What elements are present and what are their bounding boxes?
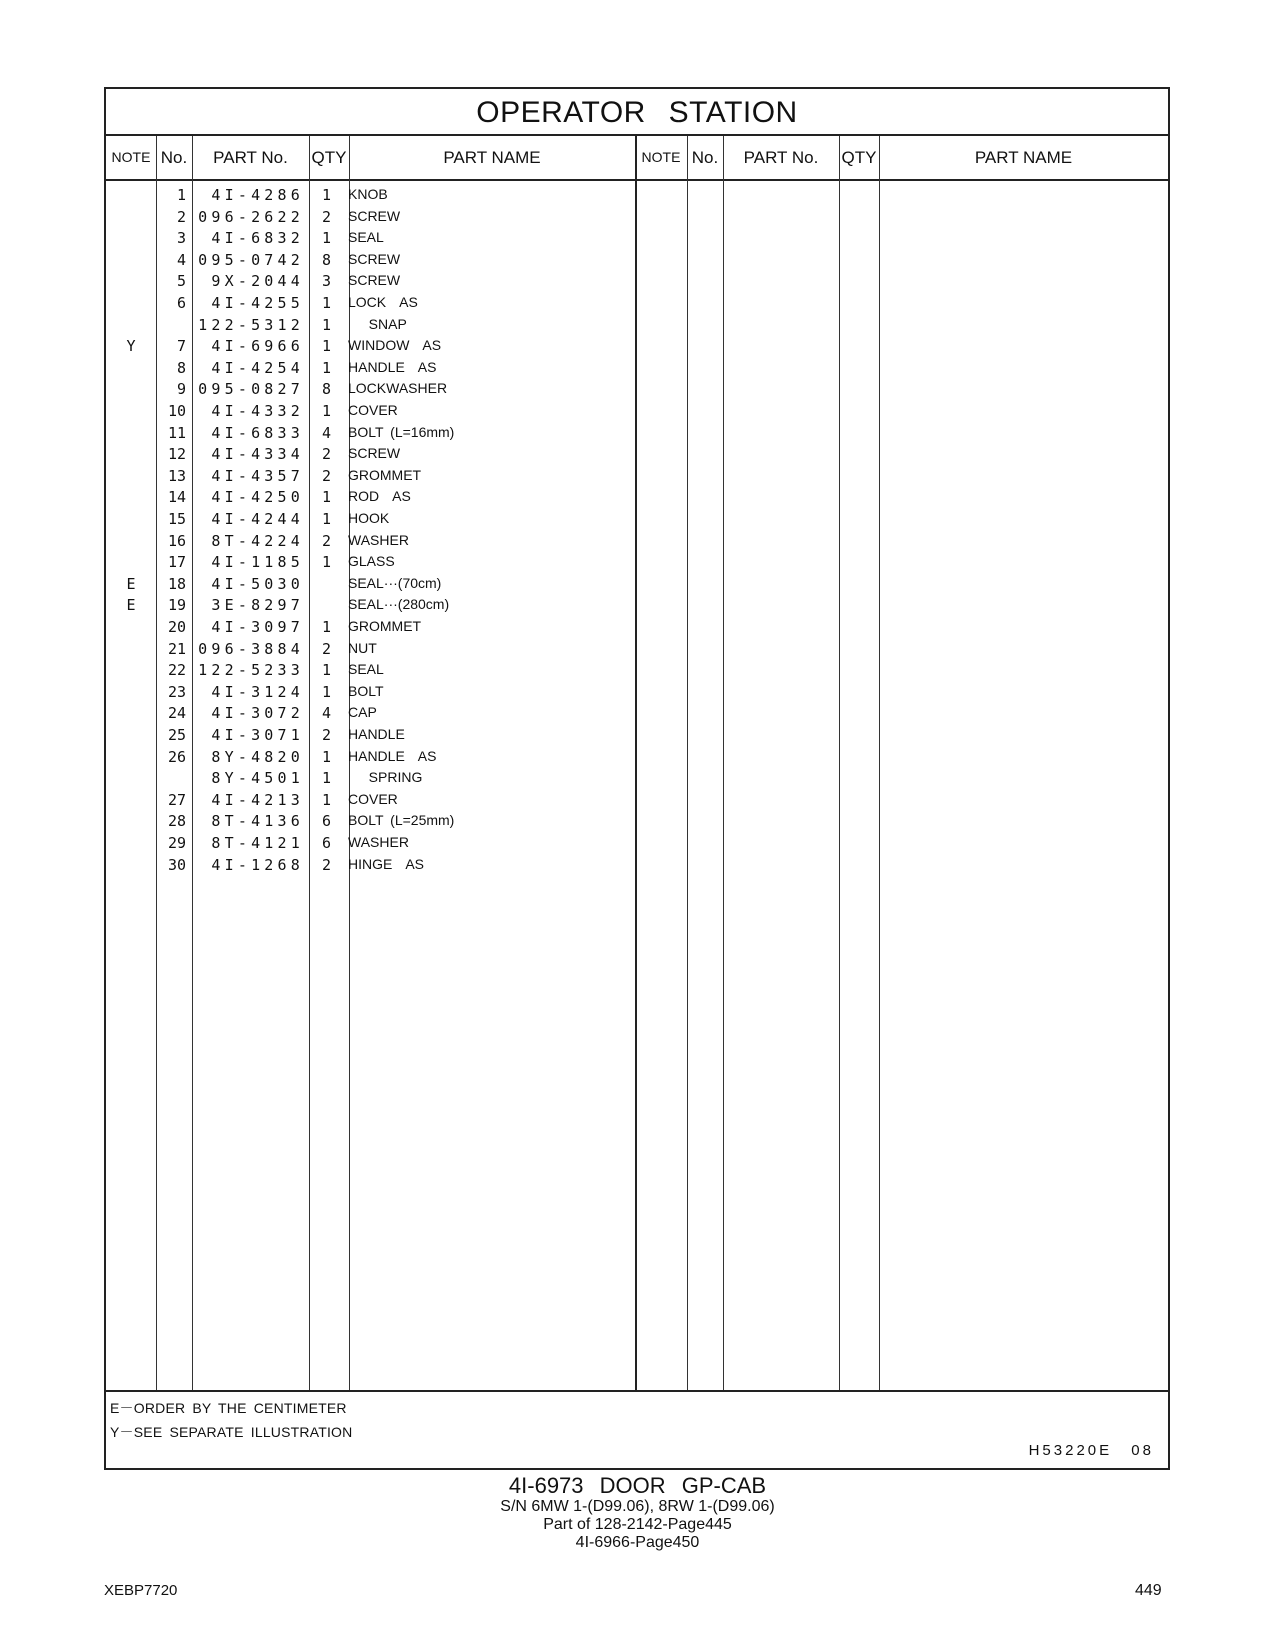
row-number: 14 (167, 488, 186, 507)
row-part-name: SCREW (348, 207, 401, 224)
row-number: 23 (167, 682, 186, 701)
row-qty: 1 (321, 769, 331, 788)
row-part-no: 8Y-4501 (211, 769, 304, 788)
row-qty: 6 (321, 834, 331, 852)
row-part-name: KNOB (348, 186, 388, 202)
col-divider-center (635, 136, 637, 1390)
header-part-no-left: PART No. (213, 148, 288, 167)
header-no-right: No. (691, 148, 719, 167)
row-note: Y (126, 337, 136, 356)
row-part-no: 4I-3124 (211, 682, 304, 701)
row-part-no: 3E-8297 (211, 596, 304, 615)
row-part-name: SPRING (348, 769, 423, 786)
col-divider (192, 136, 193, 1390)
row-qty: 1 (321, 229, 331, 248)
row-number: 13 (167, 466, 186, 485)
row-part-no: 4I-5030 (211, 574, 304, 593)
row-part-no: 4I-4286 (211, 186, 304, 204)
header-part-name-right: PART NAME (974, 148, 1073, 167)
row-part-name: COVER (348, 790, 398, 807)
row-part-name: WASHER (348, 834, 409, 850)
row-part-no: 4I-4334 (211, 445, 304, 464)
row-number: 15 (167, 510, 186, 528)
row-part-no: 4I-4213 (211, 790, 304, 809)
header-qty-right: QTY (841, 148, 877, 167)
row-part-no: 4I-4357 (211, 466, 304, 485)
row-part-name: HOOK (348, 510, 390, 526)
row-number: 6 (176, 294, 186, 312)
row-part-no: 4I-4332 (211, 402, 304, 420)
row-part-no: 095-0827 (198, 380, 304, 399)
document-id: XEBP7720 (104, 1582, 178, 1599)
row-qty: 6 (321, 812, 331, 831)
col-divider (839, 136, 840, 1390)
row-number: 26 (167, 747, 186, 766)
row-number: 20 (167, 618, 186, 636)
header-qty-left: QTY (311, 148, 347, 167)
row-part-name: LOCKWASHER (348, 380, 448, 397)
row-part-no: 4I-4244 (211, 510, 304, 528)
row-part-name: HANDLE AS (348, 747, 437, 764)
row-part-name: HINGE AS (348, 855, 425, 872)
row-number: 11 (167, 423, 186, 442)
col-divider (156, 136, 157, 1390)
row-qty: 1 (321, 553, 331, 572)
row-part-name: SEAL (348, 229, 384, 246)
row-qty: 2 (321, 726, 331, 744)
row-number: 27 (167, 790, 186, 809)
row-qty: 2 (321, 531, 331, 550)
row-qty: 2 (321, 445, 331, 464)
row-part-name: SEAL···(70cm) (348, 574, 442, 591)
header-note-right: NOTE (641, 149, 681, 165)
row-part-name: COVER (348, 402, 398, 418)
row-qty: 4 (321, 704, 331, 723)
footnote-y: Y－SEE SEPARATE ILLUSTRATION (110, 1424, 353, 1440)
row-part-no: 4I-6833 (211, 423, 304, 442)
row-qty: 1 (321, 682, 331, 701)
row-qty: 1 (321, 186, 331, 204)
row-number: 4 (176, 250, 186, 269)
row-number: 19 (167, 596, 186, 615)
row-part-name: GROMMET (348, 618, 422, 634)
row-qty: 1 (321, 510, 331, 528)
row-number: 28 (167, 812, 186, 831)
row-part-no: 8Y-4820 (211, 747, 304, 766)
row-qty: 1 (321, 337, 331, 356)
row-number: 8 (176, 358, 186, 377)
row-part-no: 095-0742 (198, 250, 304, 269)
row-part-name: CAP (348, 704, 377, 721)
row-qty: 1 (321, 661, 331, 680)
row-part-no: 4I-6832 (211, 229, 304, 248)
row-part-no: 4I-1185 (211, 553, 304, 572)
row-qty: 1 (321, 402, 331, 420)
row-part-no: 096-3884 (198, 639, 304, 658)
row-number: 30 (167, 855, 186, 874)
col-divider (723, 136, 724, 1390)
row-part-name: SEAL (348, 661, 384, 678)
row-part-no: 4I-6966 (211, 337, 304, 356)
row-qty: 1 (321, 315, 331, 334)
col-divider (879, 136, 880, 1390)
caption-assembly-title: 4I-6973 DOOR GP-CAB (508, 1473, 767, 1498)
row-part-no: 4I-3071 (211, 726, 304, 744)
row-part-no: 4I-4250 (211, 488, 304, 507)
caption-part-of: Part of 128-2142-Page445 (543, 1516, 732, 1533)
row-part-name: SCREW (348, 445, 401, 462)
row-part-name: BOLT (348, 682, 384, 699)
header-note-left: NOTE (111, 149, 151, 165)
row-number: 18 (167, 574, 186, 593)
table-header (106, 136, 1168, 181)
row-part-name: SCREW (348, 250, 401, 267)
row-qty: 8 (321, 380, 331, 399)
row-number: 17 (167, 553, 186, 572)
col-divider (687, 136, 688, 1390)
row-qty: 1 (321, 747, 331, 766)
footnote-e: E－ORDER BY THE CENTIMETER (110, 1400, 347, 1416)
row-qty: 1 (321, 358, 331, 377)
row-number: 5 (176, 272, 186, 291)
illustration-code: H53220E 08 (1028, 1442, 1154, 1459)
row-number: 3 (176, 229, 186, 248)
row-qty: 3 (321, 272, 331, 291)
row-qty: 1 (321, 790, 331, 809)
row-part-name: WASHER (348, 531, 409, 548)
row-note: E (126, 596, 136, 615)
page-title: OPERATOR STATION (106, 89, 1168, 136)
row-part-name: HANDLE AS (348, 358, 437, 375)
assembly-caption (0, 1474, 1275, 1552)
header-no-left: No. (160, 148, 188, 167)
row-part-no: 096-2622 (198, 207, 304, 226)
row-part-no: 8T-4224 (211, 531, 304, 550)
row-number: 1 (176, 186, 186, 204)
row-part-no: 8T-4121 (211, 834, 304, 852)
header-part-name-left: PART NAME (443, 148, 541, 167)
row-part-name: NUT (348, 639, 377, 656)
row-part-name: WINDOW AS (348, 337, 442, 354)
row-part-no: 4I-4254 (211, 358, 304, 377)
row-number: 7 (176, 337, 186, 356)
caption-serial-numbers: S/N 6MW 1-(D99.06), 8RW 1-(D99.06) (500, 1498, 775, 1515)
parts-list-frame (104, 87, 1170, 1470)
row-qty: 8 (321, 250, 331, 269)
row-part-no: 4I-3097 (211, 618, 304, 636)
row-part-name: ROD AS (348, 488, 411, 505)
row-qty: 2 (321, 466, 331, 485)
row-qty: 1 (321, 618, 331, 636)
row-qty: 2 (321, 855, 331, 874)
page-number: 449 (1135, 1582, 1162, 1599)
row-part-name: LOCK AS (348, 294, 418, 310)
row-qty: 2 (321, 639, 331, 658)
row-note: E (126, 574, 136, 593)
row-number: 22 (167, 661, 186, 680)
row-part-no: 9X-2044 (211, 272, 304, 291)
row-part-no: 8T-4136 (211, 812, 304, 831)
table-footer (106, 1390, 1168, 1470)
row-number: 21 (167, 639, 186, 658)
row-number: 9 (176, 380, 186, 399)
row-part-name: SCREW (348, 272, 401, 289)
header-part-no-right: PART No. (743, 148, 819, 167)
row-qty: 4 (321, 423, 331, 442)
row-qty: 1 (321, 488, 331, 507)
row-part-name: SEAL···(280cm) (348, 596, 450, 613)
row-part-no: 4I-1268 (211, 855, 304, 874)
row-qty: 2 (321, 207, 331, 226)
row-number: 16 (167, 531, 186, 550)
row-part-no: 4I-4255 (211, 294, 304, 312)
row-part-name: BOLT (L=16mm) (348, 423, 455, 440)
row-part-no: 122-5312 (198, 315, 304, 334)
row-number: 24 (167, 704, 186, 723)
row-number: 2 (176, 207, 186, 226)
row-part-no: 122-5233 (198, 661, 304, 680)
row-part-name: BOLT (L=25mm) (348, 812, 455, 829)
row-part-name: SNAP (348, 315, 407, 332)
row-qty: 1 (321, 294, 331, 312)
row-part-name: GROMMET (348, 466, 422, 483)
row-part-no: 4I-3072 (211, 704, 304, 723)
row-part-name: HANDLE (348, 726, 405, 742)
row-number: 25 (167, 726, 186, 744)
row-part-name: GLASS (348, 553, 395, 570)
row-number: 12 (167, 445, 186, 464)
row-number: 10 (167, 402, 186, 420)
caption-reference: 4I-6966-Page450 (575, 1534, 700, 1551)
row-number: 29 (167, 834, 186, 852)
